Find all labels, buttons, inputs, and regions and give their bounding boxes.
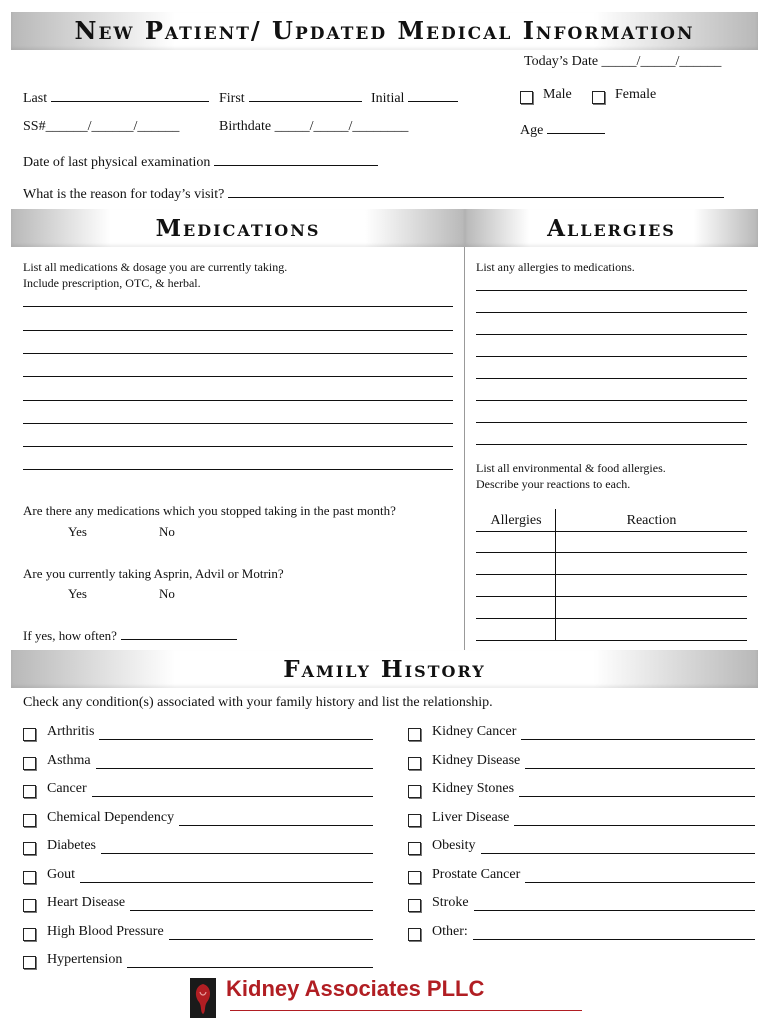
todays-date-field[interactable]: Today’s Date _____/_____/______	[524, 54, 722, 69]
medication-line[interactable]	[23, 446, 453, 447]
medication-line[interactable]	[23, 306, 453, 307]
medications-instructions-1: List all medications & dosage you are currently taking.	[23, 260, 288, 274]
env-allergies-label-1: List all environmental & food allergies.	[476, 461, 666, 475]
female-checkbox[interactable]	[592, 91, 605, 104]
relationship-line[interactable]	[521, 739, 755, 740]
relationship-line[interactable]	[80, 882, 373, 883]
condition-label: Diabetes	[47, 838, 96, 853]
family-history-band	[11, 650, 758, 688]
condition-checkbox[interactable]	[408, 842, 421, 855]
initial-field[interactable]	[371, 87, 458, 107]
relationship-line[interactable]	[473, 939, 755, 940]
condition-label: Heart Disease	[47, 895, 126, 910]
medication-line[interactable]	[23, 423, 453, 424]
condition-label: Cancer	[47, 781, 87, 796]
male-label: Male	[543, 87, 572, 102]
condition-checkbox[interactable]	[23, 785, 36, 798]
relationship-line[interactable]	[514, 825, 755, 826]
condition-label: Liver Disease	[432, 810, 510, 825]
stopped-no-option[interactable]: No	[159, 524, 175, 539]
initial-label: Initial	[371, 91, 405, 106]
relationship-line[interactable]	[525, 768, 755, 769]
aspirin-no-option[interactable]: No	[159, 586, 175, 601]
medication-line[interactable]	[23, 376, 453, 377]
env-allergies-label-2: Describe your reactions to each.	[476, 477, 631, 491]
birthdate-field[interactable]: Birthdate _____/_____/________	[219, 119, 409, 134]
allergies-column-header: Allergies	[490, 513, 542, 528]
last-physical-field[interactable]	[23, 151, 378, 171]
table-header-line	[476, 531, 747, 532]
condition-label: Kidney Cancer	[432, 724, 517, 739]
allergy-line[interactable]	[476, 422, 747, 423]
table-row-line[interactable]	[476, 596, 747, 597]
allergy-line[interactable]	[476, 334, 747, 335]
medication-line[interactable]	[23, 330, 453, 331]
reason-field[interactable]	[23, 183, 724, 203]
condition-label: Other:	[432, 924, 468, 939]
condition-checkbox[interactable]	[408, 814, 421, 827]
last-physical-label: Date of last physical examination	[23, 155, 211, 170]
condition-label: Stroke	[432, 895, 469, 910]
medication-line[interactable]	[23, 400, 453, 401]
relationship-line[interactable]	[99, 739, 373, 740]
relationship-line[interactable]	[474, 910, 755, 911]
allergy-line[interactable]	[476, 378, 747, 379]
aspirin-yes-option[interactable]: Yes	[68, 586, 87, 601]
condition-checkbox[interactable]	[23, 842, 36, 855]
relationship-line[interactable]	[130, 910, 373, 911]
relationship-line[interactable]	[481, 853, 755, 854]
table-row-line[interactable]	[476, 640, 747, 641]
section-divider	[464, 247, 465, 650]
page-title: New Patient/ Updated Medical Information	[74, 16, 695, 45]
female-label: Female	[615, 87, 657, 102]
how-often-field[interactable]	[23, 627, 237, 644]
medications-band	[11, 209, 465, 247]
age-field[interactable]	[520, 119, 605, 139]
relationship-line[interactable]	[525, 882, 755, 883]
condition-checkbox[interactable]	[408, 757, 421, 770]
condition-label: Hypertension	[47, 952, 123, 967]
condition-label: Chemical Dependency	[47, 810, 175, 825]
condition-checkbox[interactable]	[408, 728, 421, 741]
condition-checkbox[interactable]	[23, 928, 36, 941]
reason-label: What is the reason for today’s visit?	[23, 187, 225, 202]
table-row-line[interactable]	[476, 618, 747, 619]
how-often-label: If yes, how often?	[23, 628, 117, 643]
condition-checkbox[interactable]	[23, 757, 36, 770]
condition-checkbox[interactable]	[23, 871, 36, 884]
first-name-field[interactable]	[219, 87, 362, 107]
table-row-line[interactable]	[476, 574, 747, 575]
condition-checkbox[interactable]	[408, 928, 421, 941]
relationship-line[interactable]	[92, 796, 373, 797]
medication-line[interactable]	[23, 469, 453, 470]
age-label: Age	[520, 123, 544, 138]
last-name-field[interactable]	[23, 87, 209, 107]
family-history-title: Family History	[283, 656, 486, 683]
relationship-line[interactable]	[169, 939, 373, 940]
relationship-line[interactable]	[179, 825, 373, 826]
footer-rule	[230, 1010, 582, 1011]
condition-label: High Blood Pressure	[47, 924, 164, 939]
male-checkbox[interactable]	[520, 91, 533, 104]
stopped-yes-option[interactable]: Yes	[68, 524, 87, 539]
practice-logo	[190, 978, 216, 1018]
allergy-line[interactable]	[476, 356, 747, 357]
allergy-line[interactable]	[476, 400, 747, 401]
condition-label: Asthma	[47, 753, 91, 768]
header-band	[11, 12, 758, 50]
table-row-line[interactable]	[476, 552, 747, 553]
aspirin-question: Are you currently taking Asprin, Advil or Motrin?	[23, 566, 284, 581]
ss-field[interactable]: SS#______/______/______	[23, 119, 180, 134]
allergy-line[interactable]	[476, 444, 747, 445]
relationship-line[interactable]	[127, 967, 373, 968]
medications-instructions-2: Include prescription, OTC, & herbal.	[23, 276, 201, 290]
practice-name: Kidney Associates PLLC	[226, 976, 485, 1001]
condition-label: Kidney Stones	[432, 781, 515, 796]
condition-checkbox[interactable]	[408, 899, 421, 912]
condition-checkbox[interactable]	[408, 785, 421, 798]
allergy-line[interactable]	[476, 290, 747, 291]
condition-label: Prostate Cancer	[432, 867, 521, 882]
condition-checkbox[interactable]	[23, 899, 36, 912]
allergy-line[interactable]	[476, 312, 747, 313]
med-allergies-label: List any allergies to medications.	[476, 260, 635, 274]
condition-label: Arthritis	[47, 724, 95, 739]
medications-title: Medications	[155, 215, 321, 242]
family-history-instructions: Check any condition(s) associated with your family history and list the relationship.	[23, 695, 493, 710]
reaction-column-header: Reaction	[626, 513, 677, 528]
relationship-line[interactable]	[96, 768, 373, 769]
condition-label: Kidney Disease	[432, 753, 521, 768]
allergies-title: Allergies	[547, 215, 676, 242]
condition-label: Gout	[47, 867, 75, 882]
condition-checkbox[interactable]	[408, 871, 421, 884]
condition-label: Obesity	[432, 838, 476, 853]
condition-checkbox[interactable]	[23, 956, 36, 969]
medication-line[interactable]	[23, 353, 453, 354]
allergies-band	[465, 209, 758, 247]
last-name-label: Last	[23, 91, 48, 106]
condition-checkbox[interactable]	[23, 728, 36, 741]
condition-checkbox[interactable]	[23, 814, 36, 827]
relationship-line[interactable]	[101, 853, 373, 854]
relationship-line[interactable]	[519, 796, 755, 797]
stopped-question: Are there any medications which you stopped taking in the past month?	[23, 503, 396, 518]
first-name-label: First	[219, 91, 245, 106]
